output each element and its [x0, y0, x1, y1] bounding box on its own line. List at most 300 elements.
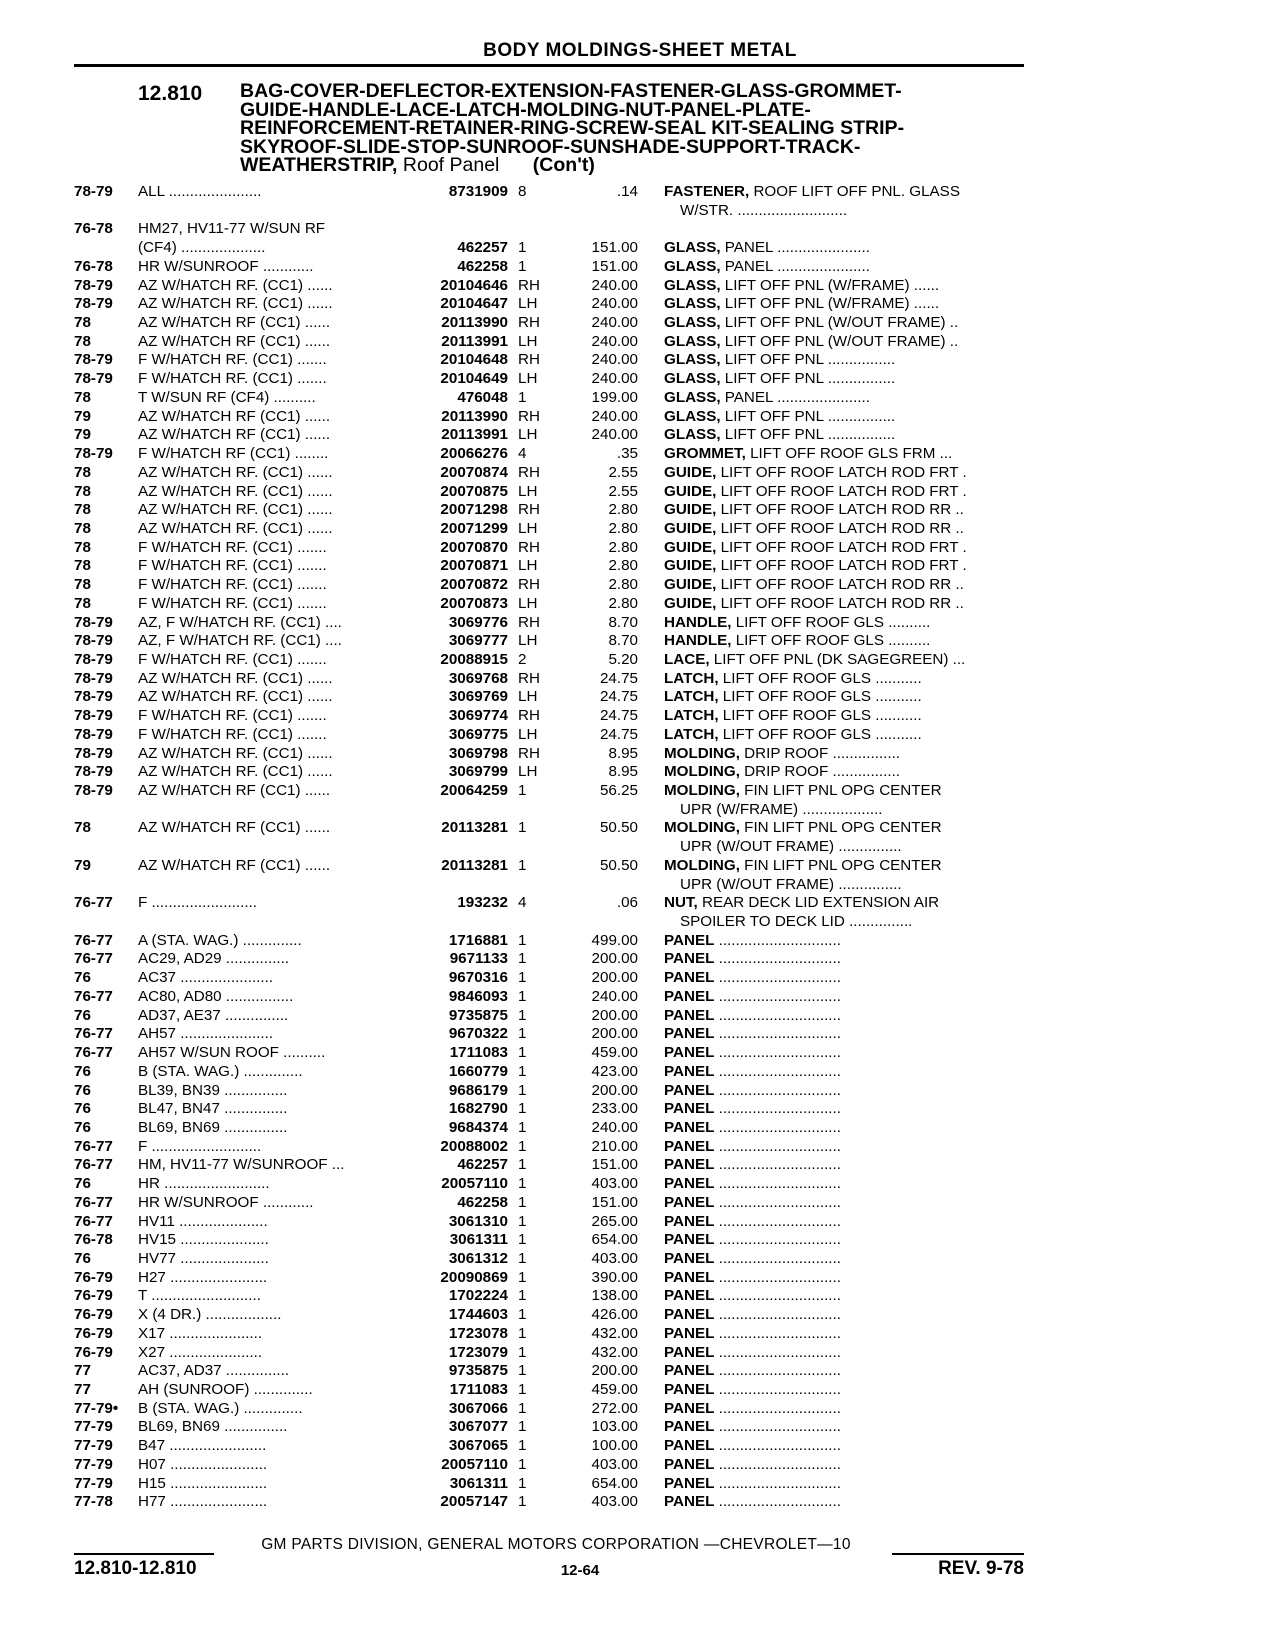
table-row [0, 950, 1280, 969]
application-cell: F W/HATCH RF. (CC1) ....... [138, 370, 327, 388]
description-cell [664, 1007, 1026, 1026]
table-row [0, 1119, 1280, 1138]
table-row [0, 1007, 1280, 1026]
description-keyword: PANEL [664, 1343, 715, 1361]
description-keyword: PANEL [664, 1025, 715, 1043]
price-cell: 50.50 [599, 856, 638, 874]
quantity-cell: 1 [518, 1418, 527, 1436]
section-title-plain: Roof Panel [402, 154, 500, 176]
application-cell: F W/HATCH RF. (CC1) ....... [138, 707, 327, 725]
description-text: PANEL ...................... [724, 239, 870, 257]
description-text: ............................. [718, 1343, 841, 1361]
year-cell: 76-77 [74, 1025, 113, 1043]
description-keyword: PANEL [664, 1306, 715, 1324]
description-keyword: FASTENER, [664, 183, 750, 200]
part-number-cell: 3061310 [448, 1212, 508, 1230]
description-text: LIFT OFF ROOF LATCH ROD FRT . [720, 557, 967, 575]
table-row [0, 464, 1280, 483]
section-title-line: BAG-COVER-DEFLECTOR-EXTENSION-FASTENER-GLASS-GROMMET- [240, 80, 902, 102]
part-number-cell: 20113990 [441, 407, 508, 425]
table-row [0, 314, 1280, 333]
part-number-cell: 20064259 [440, 782, 508, 799]
part-number-cell: 9671133 [449, 950, 508, 968]
description-text: ............................. [718, 950, 841, 968]
description-keyword: PANEL [664, 1287, 715, 1305]
description-cell [664, 539, 1026, 558]
table-row [0, 1025, 1280, 1044]
description-continuation: UPR (W/OUT FRAME) ............... [680, 875, 902, 893]
description-cell [664, 314, 1026, 333]
price-cell: 24.75 [599, 707, 638, 725]
table-row [0, 857, 1280, 894]
description-text: ............................. [718, 1231, 841, 1249]
quantity-cell: 1 [518, 1306, 527, 1324]
description-keyword: GUIDE, [664, 463, 717, 481]
parts-table [0, 183, 1280, 1512]
part-number-cell: 1744603 [448, 1306, 508, 1324]
price-cell: 240.00 [591, 987, 638, 1005]
description-cell [664, 1156, 1026, 1175]
application-cell: F .......................... [138, 1137, 262, 1155]
part-number-cell: 20070872 [440, 576, 508, 594]
price-cell: 200.00 [591, 950, 638, 968]
part-number-cell: 20113991 [441, 426, 508, 444]
description-text: ............................. [718, 1362, 841, 1380]
part-number-cell: 3069776 [448, 613, 508, 631]
price-cell: 24.75 [599, 669, 638, 687]
year-cell: 77-78 [74, 1493, 113, 1511]
application-cell: AZ W/HATCH RF. (CC1) ...... [138, 501, 333, 519]
part-number-cell: 20070871 [440, 557, 508, 575]
description-cell [664, 1138, 1026, 1157]
year-cell: 78-79 [74, 725, 113, 743]
year-cell: 79 [74, 407, 91, 425]
application-cell: AZ W/HATCH RF. (CC1) ...... [138, 763, 333, 781]
price-cell: 233.00 [591, 1100, 638, 1118]
year-cell: 78 [74, 538, 91, 556]
description-keyword: PANEL [664, 1062, 715, 1080]
part-number-cell: 20088915 [440, 650, 508, 668]
section-title-bold-word: WEATHERSTRIP, [240, 154, 398, 176]
table-row [0, 1306, 1280, 1325]
table-row [0, 894, 1280, 931]
table-row [0, 183, 1280, 220]
year-cell: 76 [74, 1100, 91, 1118]
table-row [0, 1400, 1280, 1419]
application-cell: AZ W/HATCH RF. (CC1) ...... [138, 669, 333, 687]
description-text: LIFT OFF ROOF LATCH ROD RR .. [720, 501, 964, 519]
application-cell: H15 ....................... [138, 1474, 268, 1492]
application-cell: AZ W/HATCH RF. (CC1) ...... [138, 276, 333, 294]
table-row [0, 932, 1280, 951]
quantity-cell: 1 [518, 1175, 527, 1193]
price-cell: 403.00 [591, 1455, 638, 1473]
application-cell: B (STA. WAG.) .............. [138, 1062, 303, 1080]
table-row [0, 1362, 1280, 1381]
year-cell: 78 [74, 576, 91, 594]
description-cell [664, 333, 1026, 352]
year-cell: 76 [74, 1062, 91, 1080]
quantity-cell: 1 [518, 1362, 527, 1380]
description-cell [664, 277, 1026, 296]
price-cell: 2.80 [608, 519, 638, 537]
description-keyword: HANDLE, [664, 632, 732, 650]
table-row [0, 988, 1280, 1007]
application-cell: AZ, F W/HATCH RF. (CC1) .... [138, 613, 342, 631]
description-cell [664, 595, 1026, 614]
table-row [0, 539, 1280, 558]
table-row [0, 426, 1280, 445]
year-cell: 79 [74, 856, 91, 874]
year-cell: 78-79 [74, 351, 113, 369]
description-text: LIFT OFF ROOF GLS .......... [735, 632, 931, 650]
year-cell: 77-79 [74, 1474, 113, 1492]
price-cell: 432.00 [591, 1324, 638, 1342]
price-cell: 403.00 [591, 1249, 638, 1267]
description-cell [664, 1418, 1026, 1437]
description-keyword: GUIDE, [664, 501, 717, 519]
application-cell: B47 ....................... [138, 1437, 267, 1455]
footer-section-range: 12.810-12.810 [74, 1558, 197, 1579]
application-cell: X17 ...................... [138, 1324, 263, 1342]
description-keyword: LATCH, [664, 725, 719, 743]
description-keyword: PANEL [664, 1175, 715, 1193]
description-keyword: PANEL [664, 1118, 715, 1136]
quantity-cell: 1 [518, 1193, 527, 1211]
table-row [0, 595, 1280, 614]
part-number-cell: 20070873 [440, 594, 508, 612]
quantity-cell: 1 [518, 969, 527, 987]
page-header-title: BODY MOLDINGS-SHEET METAL [483, 40, 797, 61]
description-keyword: PANEL [664, 1044, 715, 1062]
description-cell [664, 408, 1026, 427]
description-cell [664, 1325, 1026, 1344]
price-cell: 200.00 [591, 1081, 638, 1099]
year-cell: 78 [74, 332, 91, 350]
description-continuation: UPR (W/FRAME) ................... [680, 800, 883, 818]
description-keyword: GUIDE, [664, 557, 717, 575]
description-cell [664, 857, 1026, 894]
table-row [0, 1063, 1280, 1082]
description-cell [664, 969, 1026, 988]
description-cell [664, 370, 1026, 389]
description-cell [664, 183, 1026, 220]
application-cell: F W/HATCH RF. (CC1) ....... [138, 538, 327, 556]
price-cell: 2.80 [608, 501, 638, 519]
application-cell: AC37 ...................... [138, 969, 274, 987]
application-cell: AZ, F W/HATCH RF. (CC1) .... [138, 632, 342, 650]
part-number-cell: 20066276 [440, 445, 508, 463]
description-text: ............................. [718, 1418, 841, 1436]
price-cell: 240.00 [591, 370, 638, 388]
quantity-cell: LH [518, 295, 538, 313]
description-cell [664, 614, 1026, 633]
application-cell: HV15 ..................... [138, 1231, 269, 1249]
table-row [0, 333, 1280, 352]
quantity-cell: 1 [518, 931, 527, 949]
quantity-cell: LH [518, 370, 538, 388]
price-cell: 272.00 [591, 1399, 638, 1417]
description-cell [664, 1493, 1026, 1512]
table-row [0, 1475, 1280, 1494]
price-cell: 403.00 [591, 1175, 638, 1193]
quantity-cell: RH [518, 351, 540, 369]
part-number-cell: 1711083 [449, 1381, 508, 1398]
description-keyword: GLASS, [664, 314, 721, 332]
description-cell [664, 426, 1026, 445]
price-cell: 24.75 [599, 688, 638, 706]
description-cell [664, 726, 1026, 745]
price-cell: 390.00 [591, 1268, 638, 1286]
part-number-cell: 3061311 [449, 1231, 508, 1249]
quantity-cell: 1 [518, 1455, 527, 1473]
table-row [0, 1044, 1280, 1063]
description-text: ............................. [718, 1493, 841, 1511]
description-cell [664, 239, 1026, 258]
footer-revision: REV. 9-78 [938, 1558, 1024, 1579]
table-row [0, 782, 1280, 819]
part-number-cell: 20057147 [440, 1493, 508, 1511]
description-keyword: MOLDING, [664, 763, 740, 781]
application-cell: X (4 DR.) .................. [138, 1306, 282, 1324]
description-cell [664, 745, 1026, 764]
quantity-cell: LH [518, 482, 538, 500]
part-number-cell: 3069774 [448, 707, 508, 725]
quantity-cell: RH [518, 538, 540, 556]
application-cell: BL47, BN47 ............... [138, 1100, 288, 1118]
application-cell: AZ W/HATCH RF. (CC1) ...... [138, 482, 333, 500]
quantity-cell: LH [518, 688, 538, 706]
application-cell: F W/HATCH RF. (CC1) ....... [138, 650, 327, 668]
description-text: LIFT OFF ROOF LATCH ROD FRT . [720, 463, 967, 481]
application-cell: F W/HATCH RF. (CC1) ....... [138, 594, 327, 612]
price-cell: 100.00 [591, 1437, 638, 1455]
quantity-cell: 1 [518, 388, 527, 406]
description-cell [664, 1306, 1026, 1325]
description-text: LIFT OFF PNL ................ [724, 426, 896, 444]
year-cell: 77 [74, 1362, 91, 1380]
price-cell: 240.00 [591, 1118, 638, 1136]
quantity-cell: 1 [518, 239, 527, 257]
description-cell [664, 557, 1026, 576]
description-continuation: SPOILER TO DECK LID ............... [680, 913, 913, 931]
year-cell: 78-79 [74, 688, 113, 706]
year-cell: 76-77 [74, 950, 113, 968]
quantity-cell: RH [518, 276, 540, 294]
part-number-cell: 20104649 [440, 370, 508, 388]
application-cell: AZ W/HATCH RF. (CC1) ...... [138, 744, 333, 762]
description-text: FIN LIFT PNL OPG CENTER [744, 819, 942, 837]
description-text: LIFT OFF ROOF LATCH ROD RR .. [720, 576, 964, 594]
part-number-cell: 3069775 [448, 725, 508, 743]
description-cell [664, 950, 1026, 969]
part-number-cell: 20070875 [440, 482, 508, 500]
description-text: ............................. [718, 1287, 841, 1305]
year-cell: 78 [74, 557, 91, 575]
quantity-cell: 1 [518, 1156, 527, 1174]
description-cell [664, 1344, 1026, 1363]
table-row [0, 1250, 1280, 1269]
description-text: ............................. [718, 969, 841, 987]
description-keyword: GLASS, [664, 370, 721, 388]
quantity-cell: 1 [518, 950, 527, 968]
table-row [0, 1344, 1280, 1363]
year-cell: 78-79 [74, 183, 113, 200]
part-number-cell: 3067065 [448, 1437, 508, 1455]
quantity-cell: RH [518, 707, 540, 725]
quantity-cell: RH [518, 463, 540, 481]
application-cell: X27 ...................... [138, 1343, 263, 1361]
quantity-cell: 1 [518, 257, 527, 275]
description-text: LIFT OFF PNL (W/OUT FRAME) .. [724, 332, 959, 350]
description-text: ............................. [718, 1193, 841, 1211]
description-cell [664, 1063, 1026, 1082]
application-cell: AH57 ...................... [138, 1025, 274, 1043]
table-row [0, 763, 1280, 782]
quantity-cell: 1 [518, 782, 527, 799]
description-cell [664, 1100, 1026, 1119]
quantity-cell: LH [518, 594, 538, 612]
description-keyword: PANEL [664, 1493, 715, 1511]
description-text: LIFT OFF ROOF LATCH ROD RR .. [720, 594, 964, 612]
price-cell: 459.00 [591, 1381, 638, 1398]
price-cell: 240.00 [591, 332, 638, 350]
description-keyword: HANDLE, [664, 613, 732, 631]
price-cell: 2.55 [608, 463, 638, 481]
description-cell [664, 1475, 1026, 1494]
application-cell: HM27, HV11-77 W/SUN RF [138, 220, 326, 238]
application-cell: F W/HATCH RF (CC1) ........ [138, 445, 329, 463]
description-cell [664, 1194, 1026, 1213]
description-keyword: PANEL [664, 1006, 715, 1024]
description-keyword: PANEL [664, 1137, 715, 1155]
description-text: ............................. [718, 1025, 841, 1043]
year-cell: 78-79 [74, 370, 113, 388]
section-title [240, 82, 1030, 175]
table-row [0, 1156, 1280, 1175]
price-cell: 138.00 [591, 1287, 638, 1305]
quantity-cell: LH [518, 332, 538, 350]
description-cell [664, 1025, 1026, 1044]
year-cell: 78-79 [74, 295, 113, 313]
price-cell: 200.00 [591, 1362, 638, 1380]
table-row [0, 1082, 1280, 1101]
part-number-cell: 462257 [457, 239, 508, 257]
quantity-cell: 4 [518, 894, 527, 912]
description-cell [664, 782, 1026, 819]
description-keyword: LACE, [664, 650, 710, 668]
application-cell: AD37, AE37 ............... [138, 1006, 289, 1024]
part-number-cell: 462257 [457, 1156, 508, 1174]
year-cell: 76-79 [74, 1268, 113, 1286]
description-text: ............................. [718, 1081, 841, 1099]
description-keyword: PANEL [664, 1455, 715, 1473]
description-keyword: PANEL [664, 931, 715, 949]
quantity-cell: 1 [518, 1100, 527, 1118]
table-row [0, 1231, 1280, 1250]
application-cell: AH (SUNROOF) .............. [138, 1381, 313, 1398]
description-text: ............................. [718, 1137, 841, 1155]
part-number-cell: 1660779 [448, 1062, 508, 1080]
price-cell: .35 [616, 445, 638, 463]
part-number-cell: 1702224 [448, 1287, 508, 1305]
description-text: ............................. [718, 1118, 841, 1136]
year-cell: 76 [74, 1118, 91, 1136]
description-cell [664, 651, 1026, 670]
application-cell: F W/HATCH RF. (CC1) ....... [138, 351, 327, 369]
description-cell [664, 688, 1026, 707]
quantity-cell: 1 [518, 1399, 527, 1417]
description-keyword: GUIDE, [664, 576, 717, 594]
table-row [0, 614, 1280, 633]
description-cell [664, 501, 1026, 520]
description-cell [664, 670, 1026, 689]
description-keyword: GUIDE, [664, 482, 717, 500]
footer-rule-right [892, 1553, 1024, 1555]
application-cell: BL69, BN69 ............... [138, 1118, 288, 1136]
quantity-cell: 1 [518, 1324, 527, 1342]
year-cell: 76-77 [74, 1044, 113, 1062]
quantity-cell: 1 [518, 1081, 527, 1099]
description-text: ............................. [718, 1399, 841, 1417]
year-cell: 76-79 [74, 1324, 113, 1342]
application-cell: AC80, AD80 ................ [138, 987, 294, 1005]
year-cell: 78-79 [74, 445, 113, 463]
table-row [0, 1175, 1280, 1194]
part-number-cell: 3069769 [448, 688, 508, 706]
application-cell: AZ W/HATCH RF (CC1) ...... [138, 426, 331, 444]
quantity-cell: 1 [518, 1118, 527, 1136]
quantity-cell: 1 [518, 856, 527, 874]
description-keyword: PANEL [664, 987, 715, 1005]
application-cell: AZ W/HATCH RF (CC1) ...... [138, 407, 331, 425]
application-cell: ALL ...................... [138, 183, 262, 200]
price-cell: 459.00 [591, 1044, 638, 1062]
description-cell [664, 520, 1026, 539]
year-cell: 78-79 [74, 669, 113, 687]
part-number-cell: 9684374 [448, 1118, 508, 1136]
description-text: PANEL ...................... [724, 388, 870, 406]
description-text: ............................. [718, 1100, 841, 1118]
price-cell: .06 [616, 894, 638, 912]
description-cell [664, 1250, 1026, 1269]
price-cell: 240.00 [591, 426, 638, 444]
description-cell [664, 295, 1026, 314]
quantity-cell: 1 [518, 1268, 527, 1286]
year-cell: 76-77 [74, 1137, 113, 1155]
application-cell: AZ W/HATCH RF (CC1) ...... [138, 314, 331, 332]
section-title-cont: (Con't) [532, 154, 595, 176]
description-text: LIFT OFF PNL (DK SAGEGREEN) ... [713, 650, 966, 668]
table-row [0, 1213, 1280, 1232]
part-number-cell: 20070870 [440, 538, 508, 556]
year-cell: 78-79 [74, 613, 113, 631]
table-row [0, 1287, 1280, 1306]
description-text: FIN LIFT PNL OPG CENTER [744, 782, 942, 799]
year-cell: 78 [74, 463, 91, 481]
quantity-cell: RH [518, 407, 540, 425]
year-cell: 78 [74, 388, 91, 406]
table-row [0, 520, 1280, 539]
application-cell: F W/HATCH RF. (CC1) ....... [138, 576, 327, 594]
year-cell: 76-78 [74, 257, 113, 275]
price-cell: 2.80 [608, 576, 638, 594]
part-number-cell: 193232 [457, 894, 508, 912]
part-number-cell: 9670316 [448, 969, 508, 987]
description-cell [664, 707, 1026, 726]
application-cell: HM, HV11-77 W/SUNROOF ... [138, 1156, 345, 1174]
description-text: PANEL ...................... [724, 257, 870, 275]
